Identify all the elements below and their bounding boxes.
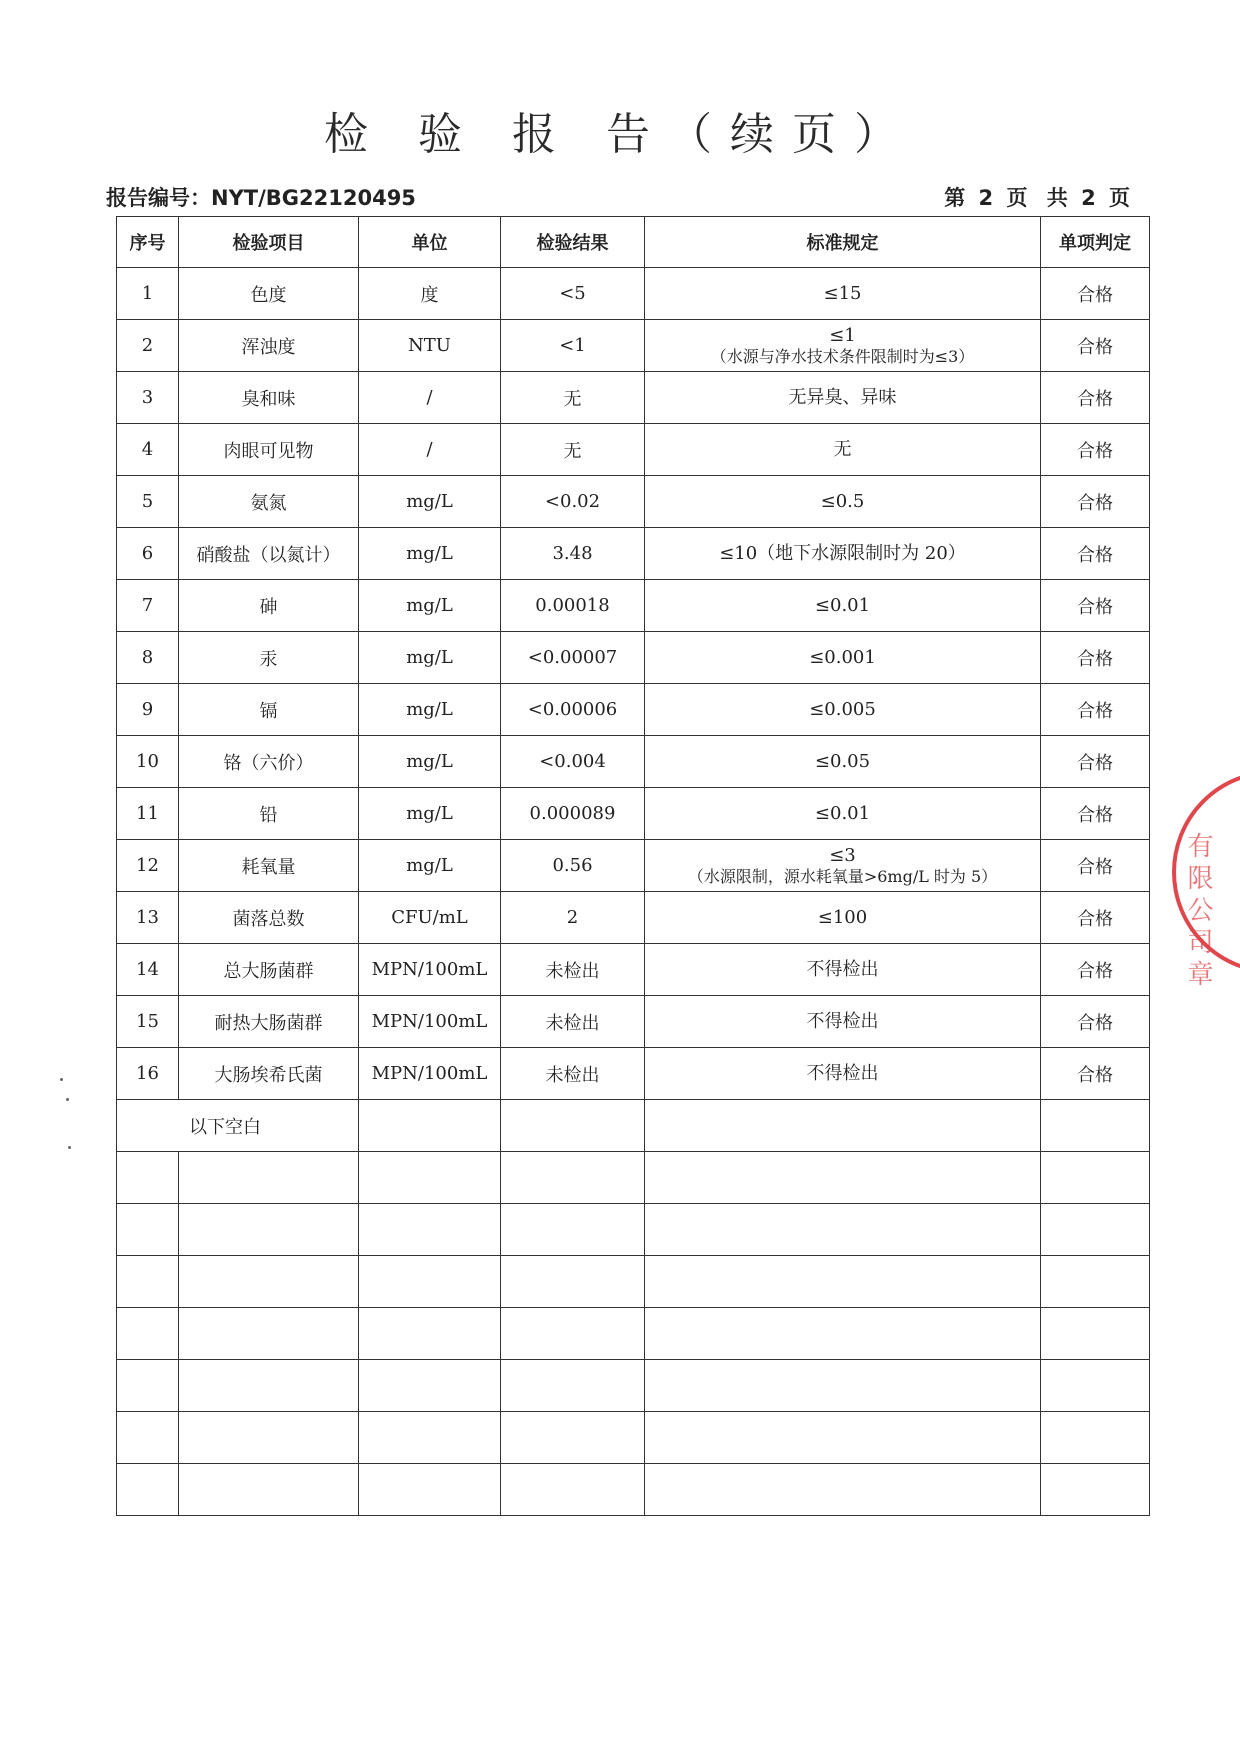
table-row — [117, 424, 1150, 476]
cell-item: 菌落总数 — [179, 892, 359, 944]
empty-cell — [501, 1256, 645, 1308]
cell-standard — [645, 944, 1041, 996]
empty-cell — [117, 1204, 179, 1256]
cell-judge: 合格 — [1041, 424, 1150, 476]
standard-note: （水源与净水技术条件限制时为≤3） — [710, 346, 975, 366]
cell-unit: MPN/100mL — [359, 996, 501, 1048]
cell-item: 铅 — [179, 788, 359, 840]
standard-value: 无 — [833, 438, 852, 460]
table-row — [117, 320, 1150, 372]
cell-no: 8 — [117, 632, 179, 684]
cell-item: 浑浊度 — [179, 320, 359, 372]
empty-cell — [359, 1464, 501, 1516]
cell-no: 1 — [117, 268, 179, 320]
standard-value: ≤0.001 — [809, 646, 876, 668]
scan-speck — [66, 1098, 69, 1101]
empty-cell — [117, 1464, 179, 1516]
cell-standard — [645, 580, 1041, 632]
empty-cell — [359, 1100, 501, 1152]
empty-cell — [501, 1464, 645, 1516]
cell-item: 耐热大肠菌群 — [179, 996, 359, 1048]
empty-cell — [645, 1464, 1041, 1516]
cell-no: 2 — [117, 320, 179, 372]
table-row — [117, 996, 1150, 1048]
table-row — [117, 476, 1150, 528]
cell-result: 未检出 — [501, 996, 645, 1048]
cell-standard — [645, 528, 1041, 580]
cell-unit: / — [359, 372, 501, 424]
cell-standard — [645, 788, 1041, 840]
empty-cell — [1041, 1256, 1150, 1308]
empty-cell — [501, 1204, 645, 1256]
page-indicator — [938, 182, 1130, 212]
cell-result: 无 — [501, 372, 645, 424]
cell-standard — [645, 372, 1041, 424]
standard-note: （水源限制，源水耗氧量>6mg/L 时为 5） — [687, 866, 998, 886]
empty-cell — [179, 1204, 359, 1256]
cell-unit: mg/L — [359, 840, 501, 892]
cell-no: 16 — [117, 1048, 179, 1100]
seal-text: 有限公司章 — [1183, 832, 1213, 992]
empty-cell — [1041, 1152, 1150, 1204]
cell-judge: 合格 — [1041, 528, 1150, 580]
cell-no: 5 — [117, 476, 179, 528]
cell-judge: 合格 — [1041, 580, 1150, 632]
cell-standard — [645, 268, 1041, 320]
standard-value: ≤1 — [829, 324, 856, 346]
standard-value: ≤0.5 — [820, 490, 865, 512]
cell-judge: 合格 — [1041, 684, 1150, 736]
table-row — [117, 632, 1150, 684]
empty-row — [117, 1204, 1150, 1256]
standard-value: 不得检出 — [806, 1010, 879, 1032]
header-unit: 单位 — [359, 217, 501, 268]
report-title: 检 验 报 告（续页） — [324, 109, 916, 160]
cell-standard — [645, 476, 1041, 528]
cell-no: 10 — [117, 736, 179, 788]
cell-no: 9 — [117, 684, 179, 736]
empty-cell — [117, 1360, 179, 1412]
table-header-row — [117, 217, 1150, 268]
header-no: 序号 — [117, 217, 179, 268]
cell-item: 色度 — [179, 268, 359, 320]
cell-standard — [645, 996, 1041, 1048]
standard-value: ≤0.01 — [814, 594, 871, 616]
cell-unit: mg/L — [359, 476, 501, 528]
empty-cell — [1041, 1100, 1150, 1152]
cell-standard — [645, 736, 1041, 788]
table-row — [117, 528, 1150, 580]
cell-judge: 合格 — [1041, 476, 1150, 528]
blank-marker-row — [117, 1100, 1150, 1152]
cell-item: 大肠埃希氏菌 — [179, 1048, 359, 1100]
table-row — [117, 944, 1150, 996]
cell-item: 镉 — [179, 684, 359, 736]
empty-cell — [359, 1412, 501, 1464]
empty-cell — [1041, 1308, 1150, 1360]
cell-unit: mg/L — [359, 788, 501, 840]
table-row — [117, 684, 1150, 736]
empty-row — [117, 1464, 1150, 1516]
report-number-label: 报告编号： — [106, 186, 211, 210]
standard-value: ≤10（地下水源限制时为 20） — [719, 542, 966, 564]
standard-value: ≤0.05 — [814, 750, 871, 772]
cell-unit: 度 — [359, 268, 501, 320]
scan-speck — [60, 1078, 63, 1081]
cell-item: 氨氮 — [179, 476, 359, 528]
standard-value: ≤15 — [823, 282, 862, 304]
cell-result: 未检出 — [501, 944, 645, 996]
cell-result: <1 — [501, 320, 645, 372]
cell-judge: 合格 — [1041, 268, 1150, 320]
cell-unit: / — [359, 424, 501, 476]
cell-result: <0.00006 — [501, 684, 645, 736]
empty-cell — [179, 1152, 359, 1204]
standard-value: ≤3 — [829, 844, 856, 866]
cell-judge: 合格 — [1041, 892, 1150, 944]
empty-cell — [1041, 1412, 1150, 1464]
header-judgement: 单项判定 — [1041, 217, 1150, 268]
cell-unit: NTU — [359, 320, 501, 372]
cell-judge: 合格 — [1041, 1048, 1150, 1100]
standard-value: ≤0.01 — [814, 802, 871, 824]
standard-value: 无异臭、异味 — [788, 386, 897, 408]
empty-cell — [645, 1360, 1041, 1412]
cell-standard — [645, 320, 1041, 372]
cell-standard — [645, 684, 1041, 736]
empty-cell — [1041, 1464, 1150, 1516]
cell-result: 3.48 — [501, 528, 645, 580]
empty-cell — [645, 1412, 1041, 1464]
cell-item: 砷 — [179, 580, 359, 632]
cell-unit: mg/L — [359, 528, 501, 580]
cell-result: 未检出 — [501, 1048, 645, 1100]
cell-standard — [645, 1048, 1041, 1100]
cell-result: <0.02 — [501, 476, 645, 528]
cell-no: 12 — [117, 840, 179, 892]
cell-result: 0.000089 — [501, 788, 645, 840]
cell-item: 汞 — [179, 632, 359, 684]
empty-cell — [1041, 1204, 1150, 1256]
empty-cell — [117, 1152, 179, 1204]
cell-standard — [645, 632, 1041, 684]
standard-value: ≤100 — [817, 906, 868, 928]
empty-cell — [1041, 1360, 1150, 1412]
empty-row — [117, 1152, 1150, 1204]
empty-cell — [359, 1204, 501, 1256]
cell-unit: CFU/mL — [359, 892, 501, 944]
empty-cell — [645, 1308, 1041, 1360]
cell-unit: mg/L — [359, 736, 501, 788]
cell-judge: 合格 — [1041, 320, 1150, 372]
empty-cell — [359, 1360, 501, 1412]
cell-standard — [645, 892, 1041, 944]
table-row — [117, 268, 1150, 320]
cell-judge: 合格 — [1041, 788, 1150, 840]
empty-cell — [179, 1256, 359, 1308]
company-seal — [1162, 772, 1240, 992]
empty-cell — [179, 1308, 359, 1360]
cell-item: 肉眼可见物 — [179, 424, 359, 476]
cell-standard — [645, 424, 1041, 476]
cell-no: 6 — [117, 528, 179, 580]
cell-standard — [645, 840, 1041, 892]
cell-no: 3 — [117, 372, 179, 424]
cell-result: 2 — [501, 892, 645, 944]
cell-result: <0.00007 — [501, 632, 645, 684]
empty-cell — [179, 1464, 359, 1516]
empty-cell — [501, 1308, 645, 1360]
table-row — [117, 892, 1150, 944]
cell-result: 0.00018 — [501, 580, 645, 632]
empty-cell — [359, 1256, 501, 1308]
cell-no: 11 — [117, 788, 179, 840]
cell-result: 无 — [501, 424, 645, 476]
standard-value: 不得检出 — [806, 958, 879, 980]
table-row — [117, 580, 1150, 632]
cell-no: 14 — [117, 944, 179, 996]
header-result: 检验结果 — [501, 217, 645, 268]
page-current: 第 2 页 — [944, 186, 1028, 210]
empty-row — [117, 1308, 1150, 1360]
cell-no: 4 — [117, 424, 179, 476]
cell-unit: mg/L — [359, 684, 501, 736]
empty-cell — [117, 1256, 179, 1308]
cell-item: 总大肠菌群 — [179, 944, 359, 996]
empty-cell — [645, 1152, 1041, 1204]
cell-judge: 合格 — [1041, 632, 1150, 684]
page-total: 共 2 页 — [1046, 186, 1130, 210]
cell-judge: 合格 — [1041, 736, 1150, 788]
empty-row — [117, 1412, 1150, 1464]
report-number-value: NYT/BG22120495 — [211, 186, 416, 210]
empty-row — [117, 1360, 1150, 1412]
cell-item: 耗氧量 — [179, 840, 359, 892]
header-standard: 标准规定 — [645, 217, 1041, 268]
empty-cell — [501, 1152, 645, 1204]
empty-cell — [117, 1308, 179, 1360]
header-item: 检验项目 — [179, 217, 359, 268]
table-row — [117, 372, 1150, 424]
empty-cell — [179, 1412, 359, 1464]
table-row — [117, 736, 1150, 788]
empty-cell — [359, 1152, 501, 1204]
empty-cell — [359, 1308, 501, 1360]
empty-cell — [645, 1204, 1041, 1256]
cell-item: 臭和味 — [179, 372, 359, 424]
cell-item: 硝酸盐（以氮计） — [179, 528, 359, 580]
blank-marker: 以下空白 — [117, 1100, 359, 1152]
empty-cell — [117, 1412, 179, 1464]
cell-unit: MPN/100mL — [359, 1048, 501, 1100]
cell-unit: MPN/100mL — [359, 944, 501, 996]
table-row — [117, 788, 1150, 840]
cell-judge: 合格 — [1041, 996, 1150, 1048]
cell-no: 15 — [117, 996, 179, 1048]
cell-result: 0.56 — [501, 840, 645, 892]
table-row — [117, 840, 1150, 892]
empty-cell — [501, 1360, 645, 1412]
inspection-table — [116, 216, 1150, 1516]
empty-row — [117, 1256, 1150, 1308]
table-row — [117, 1048, 1150, 1100]
empty-cell — [179, 1360, 359, 1412]
cell-no: 7 — [117, 580, 179, 632]
empty-cell — [645, 1256, 1041, 1308]
cell-no: 13 — [117, 892, 179, 944]
standard-value: 不得检出 — [806, 1062, 879, 1084]
cell-judge: 合格 — [1041, 372, 1150, 424]
standard-value: ≤0.005 — [809, 698, 876, 720]
cell-judge: 合格 — [1041, 944, 1150, 996]
cell-result: <0.004 — [501, 736, 645, 788]
empty-cell — [501, 1100, 645, 1152]
cell-judge: 合格 — [1041, 840, 1150, 892]
cell-result: <5 — [501, 268, 645, 320]
report-number — [106, 182, 416, 212]
empty-cell — [501, 1412, 645, 1464]
cell-item: 铬（六价） — [179, 736, 359, 788]
cell-unit: mg/L — [359, 580, 501, 632]
empty-cell — [645, 1100, 1041, 1152]
cell-unit: mg/L — [359, 632, 501, 684]
scan-speck — [68, 1146, 71, 1149]
